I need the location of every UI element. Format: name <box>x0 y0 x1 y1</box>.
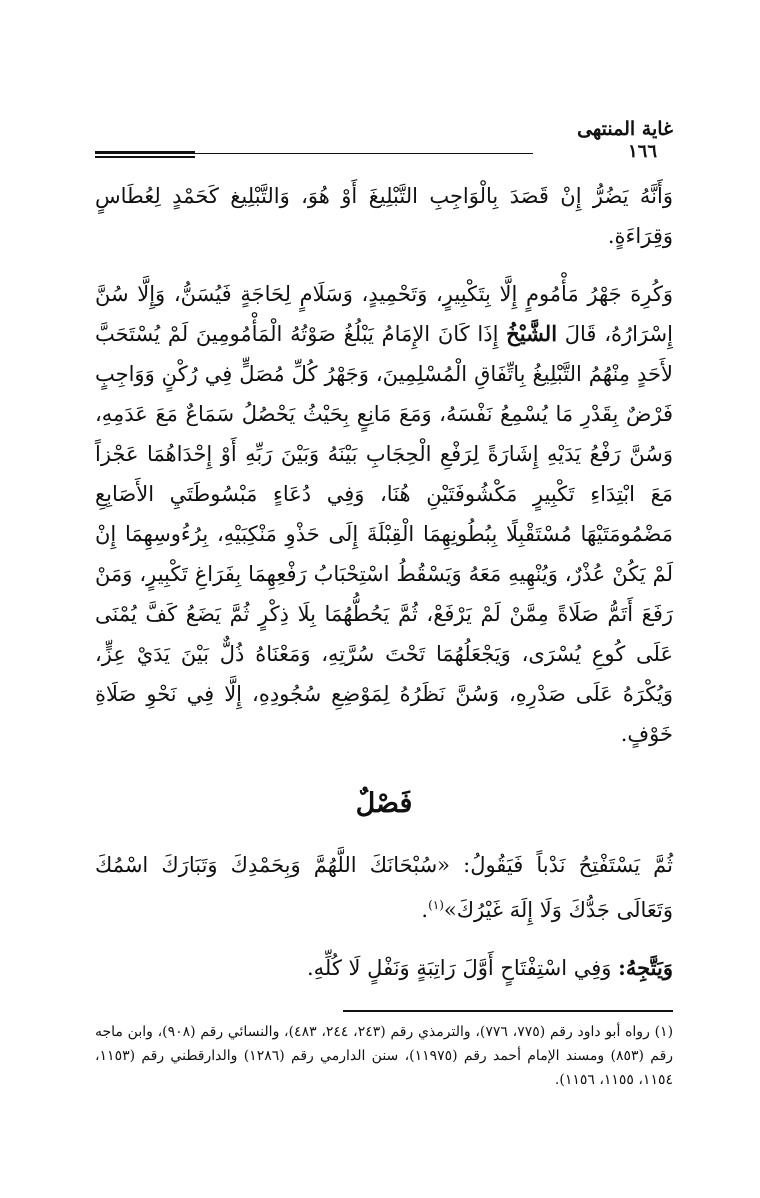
book-title: غاية المنتهى <box>577 118 673 140</box>
header-rule-double-bottom <box>95 156 195 158</box>
paragraph-4-lead: وَيَتَّجِهُ: <box>618 955 673 980</box>
header-rule <box>95 141 673 165</box>
paragraph-4 <box>95 948 673 988</box>
page-header <box>95 100 673 162</box>
paragraph-1: وَأَنَّهُ يَضُرُّ إِنْ قَصَدَ بِالْوَاجِبِ التَّبْلِيغَ أَوْ هُوَ، وَالتَّبْلِيغ كَحَمْدٍ لِعُطَاسٍ وَقِرَاءَةٍ. <box>95 184 673 248</box>
section-heading: فَصْلٌ <box>355 788 413 819</box>
paragraph-2-part-b: إِذَا كَانَ الإِمَامُ يَبْلُغُ صَوْتُهُ الْمَأْمُومِينَ لَمْ يُسْتَحَبَّ لأَحَدٍ مِنْهُمُ التَّبْلِيغُ بِاتِّفَاقِ الْمُسْلِمِينَ، وَجَهْرُ كُلِّ مُصَلٍّ فِي رُكْنٍ وَوَاجِبٍ فَرْضٌ بِقَدْرِ مَا يُسْمِعُ نَفْسَهُ، وَمَعَ مَانِعٍ بِحَيْثُ يَحْصُلُ سَمَاعٌ مَعَ عَدَمِهِ، وَسُنَّ رَفْعُ يَدَيْهِ إِشَارَةً لِرَفْعِ الْحِجَابِ بَيْنَهُ وَبَيْنَ رَبِّهِ أَوْ إِحْدَاهُمَا عَجْزاً مَعَ ابْتِدَاءِ تَكْبِيرٍ مَكْشُوفَتَيْنِ هُنَا، وَفِي دُعَاءٍ مَبْسُوطَتَيِ الأَصَابِعِ مَضْمُومَتَيْهَا مُسْتَقْبِلًا بِبُطُونِهِمَا الْقِبْلَةَ إِلَى حَذْوِ مَنْكِبَيْهِ، بِرُءُوسِهِمَا إِنْ لَمْ يَكُنْ عُذْرٌ، وَيُنْهِيهِ مَعَهُ وَيَسْقُطُ اسْتِحْبَابُ رَفْعِهِمَا بِفَرَاغِ تَكْبِيرٍ، وَمَنْ رَفَعَ أَتَمُّ صَلَاةً مِمَّنْ لَمْ يَرْفَعْ، ثُمَّ يَحُطُّهُمَا بِلَا ذِكْرٍ ثُمَّ يَضَعُ كَفَّ يُمْنَى عَلَى كُوعِ يُسْرَى، وَيَجْعَلُهُمَا تَحْتَ سُرَّتِهِ، وَمَعْنَاهُ ذُلٌّ بَيْنَ يَدَيْ عِزٍّ، وَيُكْرَهُ عَلَى صَدْرِهِ، وَسُنَّ نَظَرُهُ لِمَوْضِعِ سُجُودِهِ، إِلَّا فِي نَحْوِ صَلَاةِ خَوْفٍ. <box>95 322 673 746</box>
sheikh-label: الشَّيْخُ <box>506 321 558 346</box>
page-number: ١٦٦ <box>622 141 663 162</box>
footnote-ref: (١) <box>428 898 444 912</box>
paragraph-2 <box>95 274 673 754</box>
footnote-separator <box>343 1010 673 1012</box>
header-rule-thin <box>95 153 533 154</box>
paragraph-4-text: وَفِي اسْتِفْتَاحٍ أَوَّلَ رَاتِبَةٍ وَنَفْلٍ لَا كُلِّهِ. <box>306 956 612 980</box>
header-rule-double-top <box>95 151 195 153</box>
paragraph-3-text: ثُمَّ يَسْتَفْتِحُ نَدْباً فَيَقُولُ: «سُبْحَانَكَ اللَّهُمَّ وَبِحَمْدِكَ وَتَبَارَكَ اسْمُكَ وَتَعَالَى جَدُّكَ وَلَا إِلَهَ غَيْرُكَ» <box>95 853 673 922</box>
paragraph-2-part-a: وَكُرِهَ جَهْرُ مَأْمُومٍ إِلَّا بِتَكْبِيرٍ، وَتَحْمِيدٍ، وَسَلَامٍ لِحَاجَةٍ فَيُسَنُّ، وَإِلَّا سُنَّ إِسْرَارُهُ، قَالَ <box>95 282 673 346</box>
paragraph-3: ثُمَّ يَسْتَفْتِحُ نَدْباً فَيَقُولُ: «سُبْحَانَكَ اللَّهُمَّ وَبِحَمْدِكَ وَتَبَارَكَ اسْمُكَ وَتَعَالَى جَدُّكَ وَلَا إِلَهَ غَيْرُكَ»$^{(١)}$. <box>95 853 673 922</box>
book-page <box>95 100 673 1092</box>
footnote: (١) رواه أبو داود رقم (٧٧٥، ٧٧٦)، والترمذي رقم (٢٤٣، ٢٤٤، ٤٨٣)، والنسائي رقم (٩٠٨)، وابن ماجه رقم (٨٥٣) ومسند الإمام أحمد رقم (١١٩٧٥)، سنن الدارمي رقم (١٢٨٦) والدارقطني رقم (١١٥٣، ١١٥٤، ١١٥٥، ١١٥٦). <box>95 1024 674 1088</box>
